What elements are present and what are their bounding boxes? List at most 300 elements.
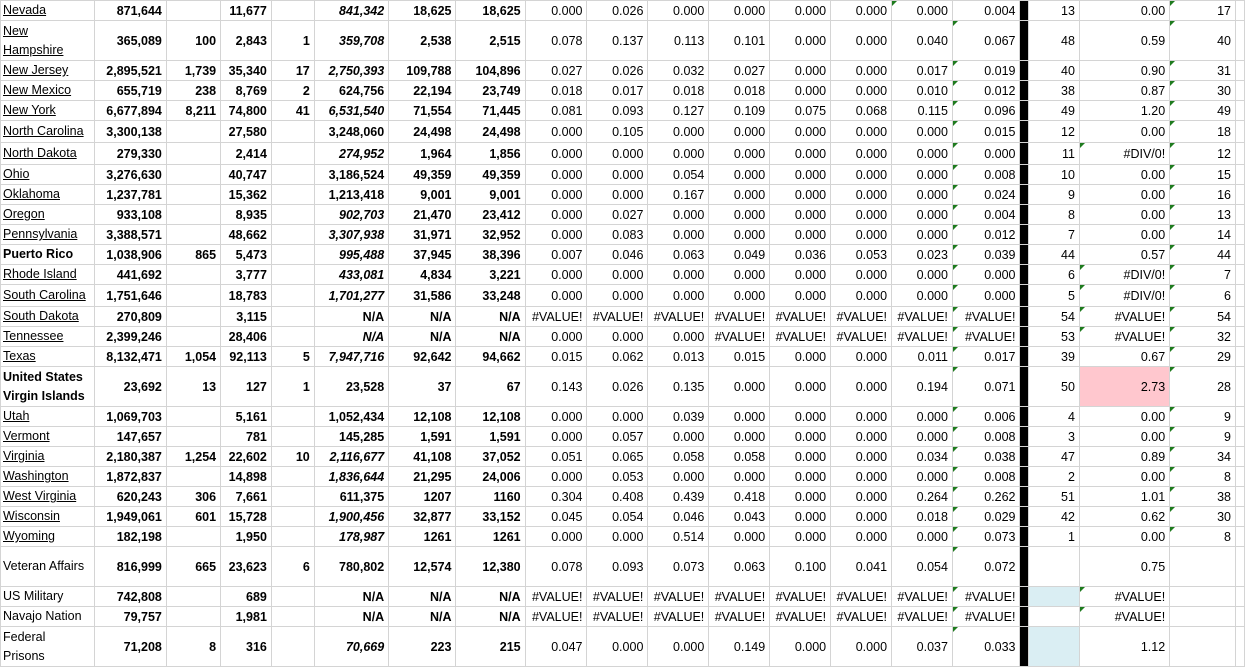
grid-cell[interactable]: 0.054 bbox=[648, 165, 709, 185]
grid-cell[interactable]: 0.115 bbox=[892, 101, 953, 121]
grid-cell[interactable]: 1.12 bbox=[1079, 627, 1169, 667]
grid-cell[interactable]: 0.000 bbox=[770, 61, 831, 81]
grid-cell[interactable]: 0.026 bbox=[587, 1, 648, 21]
grid-cell[interactable] bbox=[271, 121, 314, 143]
grid-cell[interactable]: 24,498 bbox=[456, 121, 525, 143]
grid-cell[interactable]: 0.000 bbox=[709, 1, 770, 21]
grid-cell[interactable]: 7,947,716 bbox=[314, 347, 388, 367]
grid-cell[interactable]: 12 bbox=[1029, 121, 1079, 143]
grid-cell[interactable]: 145,285 bbox=[314, 427, 388, 447]
grid-cell[interactable]: 0.408 bbox=[587, 487, 648, 507]
grid-cell[interactable]: 0.000 bbox=[952, 143, 1020, 165]
grid-cell[interactable]: 0.59 bbox=[1079, 21, 1169, 61]
grid-cell[interactable] bbox=[271, 407, 314, 427]
grid-cell[interactable]: 27,580 bbox=[221, 121, 272, 143]
grid-cell[interactable]: 14,898 bbox=[221, 467, 272, 487]
grid-cell[interactable]: 38,396 bbox=[456, 245, 525, 265]
grid-cell[interactable]: 0.026 bbox=[587, 61, 648, 81]
grid-cell[interactable]: 0.000 bbox=[892, 185, 953, 205]
grid-cell[interactable]: 1,950 bbox=[221, 527, 272, 547]
grid-cell[interactable]: 871,644 bbox=[95, 1, 167, 21]
grid-cell[interactable]: 2 bbox=[1029, 467, 1079, 487]
grid-cell[interactable]: 2,843 bbox=[221, 21, 272, 61]
grid-cell[interactable]: 33,248 bbox=[456, 285, 525, 307]
grid-cell[interactable]: 0.000 bbox=[587, 165, 648, 185]
grid-cell[interactable]: 48 bbox=[1029, 21, 1079, 61]
grid-cell[interactable]: #VALUE! bbox=[831, 587, 892, 607]
grid-cell[interactable]: 0.000 bbox=[952, 285, 1020, 307]
row-label-cell[interactable]: New York bbox=[1, 101, 95, 121]
grid-cell[interactable] bbox=[1236, 547, 1245, 587]
grid-cell[interactable]: 0.051 bbox=[525, 447, 587, 467]
grid-cell[interactable] bbox=[1029, 607, 1079, 627]
grid-cell[interactable]: 15,362 bbox=[221, 185, 272, 205]
grid-cell[interactable]: 0.000 bbox=[770, 427, 831, 447]
grid-cell[interactable]: 0.000 bbox=[525, 265, 587, 285]
grid-cell[interactable]: 0.000 bbox=[587, 143, 648, 165]
grid-cell[interactable]: 0.000 bbox=[831, 265, 892, 285]
grid-cell[interactable] bbox=[1236, 81, 1245, 101]
grid-cell[interactable]: 0.015 bbox=[525, 347, 587, 367]
grid-cell[interactable]: 0.000 bbox=[831, 81, 892, 101]
grid-cell[interactable]: 18,625 bbox=[456, 1, 525, 21]
grid-cell[interactable]: 2,515 bbox=[456, 21, 525, 61]
grid-cell[interactable]: #VALUE! bbox=[952, 307, 1020, 327]
grid-cell[interactable] bbox=[1236, 1, 1245, 21]
grid-cell[interactable] bbox=[1236, 307, 1245, 327]
grid-cell[interactable] bbox=[1236, 121, 1245, 143]
grid-cell[interactable] bbox=[1236, 101, 1245, 121]
grid-cell[interactable]: 9 bbox=[1170, 407, 1236, 427]
grid-cell[interactable]: 0.000 bbox=[648, 121, 709, 143]
grid-cell[interactable] bbox=[1236, 447, 1245, 467]
grid-cell[interactable]: 0.000 bbox=[648, 285, 709, 307]
grid-cell[interactable]: 0.439 bbox=[648, 487, 709, 507]
grid-cell[interactable]: 6 bbox=[271, 547, 314, 587]
grid-cell[interactable]: 79,757 bbox=[95, 607, 167, 627]
grid-cell[interactable] bbox=[1236, 205, 1245, 225]
grid-cell[interactable] bbox=[166, 1, 220, 21]
grid-cell[interactable]: 0.000 bbox=[831, 527, 892, 547]
grid-cell[interactable]: 1,701,277 bbox=[314, 285, 388, 307]
grid-cell[interactable]: 0.033 bbox=[952, 627, 1020, 667]
grid-cell[interactable] bbox=[271, 143, 314, 165]
grid-cell[interactable] bbox=[271, 607, 314, 627]
grid-cell[interactable]: 0.137 bbox=[587, 21, 648, 61]
grid-cell[interactable]: 1,213,418 bbox=[314, 185, 388, 205]
grid-cell[interactable]: 0.000 bbox=[831, 1, 892, 21]
grid-cell[interactable] bbox=[1236, 487, 1245, 507]
grid-cell[interactable] bbox=[166, 121, 220, 143]
grid-cell[interactable] bbox=[1236, 143, 1245, 165]
grid-cell[interactable]: 32,877 bbox=[389, 507, 456, 527]
grid-cell[interactable]: #VALUE! bbox=[892, 607, 953, 627]
grid-cell[interactable]: 0.109 bbox=[709, 101, 770, 121]
grid-cell[interactable]: 0.000 bbox=[831, 627, 892, 667]
grid-cell[interactable]: 38 bbox=[1029, 81, 1079, 101]
row-label-cell[interactable]: South Carolina bbox=[1, 285, 95, 307]
grid-cell[interactable]: 12,574 bbox=[389, 547, 456, 587]
grid-cell[interactable]: 841,342 bbox=[314, 1, 388, 21]
grid-cell[interactable]: 0.034 bbox=[892, 447, 953, 467]
grid-cell[interactable]: 0.000 bbox=[525, 427, 587, 447]
grid-cell[interactable]: 0.000 bbox=[709, 265, 770, 285]
row-label-cell[interactable]: Texas bbox=[1, 347, 95, 367]
grid-cell[interactable]: 4 bbox=[1029, 407, 1079, 427]
grid-cell[interactable]: 8 bbox=[1170, 467, 1236, 487]
grid-cell[interactable]: 0.000 bbox=[587, 627, 648, 667]
grid-cell[interactable]: 23,412 bbox=[456, 205, 525, 225]
grid-cell[interactable]: 2 bbox=[271, 81, 314, 101]
grid-cell[interactable]: 0.008 bbox=[952, 467, 1020, 487]
grid-cell[interactable]: 13 bbox=[166, 367, 220, 407]
grid-cell[interactable]: 0.262 bbox=[952, 487, 1020, 507]
grid-cell[interactable]: 0.018 bbox=[892, 507, 953, 527]
grid-cell[interactable]: 0.000 bbox=[770, 121, 831, 143]
grid-cell[interactable]: 0.000 bbox=[770, 407, 831, 427]
grid-cell[interactable]: 0.018 bbox=[525, 81, 587, 101]
grid-cell[interactable]: 0.000 bbox=[587, 265, 648, 285]
grid-cell[interactable] bbox=[166, 165, 220, 185]
grid-cell[interactable]: 37,052 bbox=[456, 447, 525, 467]
grid-cell[interactable]: 2,180,387 bbox=[95, 447, 167, 467]
row-label-cell[interactable]: New Hampshire bbox=[1, 21, 95, 61]
grid-cell[interactable]: 665 bbox=[166, 547, 220, 587]
grid-cell[interactable]: 0.00 bbox=[1079, 407, 1169, 427]
grid-cell[interactable]: 0.000 bbox=[770, 81, 831, 101]
grid-cell[interactable]: #VALUE! bbox=[587, 307, 648, 327]
grid-cell[interactable]: 6 bbox=[1029, 265, 1079, 285]
grid-cell[interactable]: 0.012 bbox=[952, 81, 1020, 101]
grid-cell[interactable]: 3,186,524 bbox=[314, 165, 388, 185]
grid-cell[interactable]: 12,108 bbox=[389, 407, 456, 427]
row-label-cell[interactable]: Virginia bbox=[1, 447, 95, 467]
grid-cell[interactable]: 0.113 bbox=[648, 21, 709, 61]
row-label-cell[interactable]: Veteran Affairs bbox=[1, 547, 95, 587]
grid-cell[interactable]: 23,623 bbox=[221, 547, 272, 587]
grid-cell[interactable]: 0.000 bbox=[952, 265, 1020, 285]
grid-cell[interactable]: 0.004 bbox=[952, 1, 1020, 21]
grid-cell[interactable]: 44 bbox=[1029, 245, 1079, 265]
grid-cell[interactable]: 1,872,837 bbox=[95, 467, 167, 487]
grid-cell[interactable]: 433,081 bbox=[314, 265, 388, 285]
grid-cell[interactable]: 0.000 bbox=[770, 21, 831, 61]
grid-cell[interactable]: 0.000 bbox=[892, 225, 953, 245]
grid-cell[interactable] bbox=[271, 285, 314, 307]
grid-cell[interactable]: 0.000 bbox=[587, 527, 648, 547]
grid-cell[interactable] bbox=[1236, 507, 1245, 527]
grid-cell[interactable]: 0.000 bbox=[892, 285, 953, 307]
grid-cell[interactable]: 0.073 bbox=[952, 527, 1020, 547]
grid-cell[interactable]: 0.135 bbox=[648, 367, 709, 407]
grid-cell[interactable]: 0.75 bbox=[1079, 547, 1169, 587]
grid-cell[interactable]: 32,952 bbox=[456, 225, 525, 245]
grid-cell[interactable]: 0.00 bbox=[1079, 527, 1169, 547]
row-label-cell[interactable]: Nevada bbox=[1, 1, 95, 21]
grid-cell[interactable]: 0.57 bbox=[1079, 245, 1169, 265]
grid-cell[interactable]: 0.000 bbox=[892, 407, 953, 427]
grid-cell[interactable]: 0.101 bbox=[709, 21, 770, 61]
grid-cell[interactable]: 30 bbox=[1170, 507, 1236, 527]
grid-cell[interactable]: 0.067 bbox=[952, 21, 1020, 61]
grid-cell[interactable]: 0.000 bbox=[709, 185, 770, 205]
grid-cell[interactable]: 16 bbox=[1170, 185, 1236, 205]
grid-cell[interactable]: 5 bbox=[1029, 285, 1079, 307]
grid-cell[interactable]: 28,406 bbox=[221, 327, 272, 347]
grid-cell[interactable]: 0.018 bbox=[648, 81, 709, 101]
grid-cell[interactable]: 0.000 bbox=[770, 507, 831, 527]
grid-cell[interactable]: 0.00 bbox=[1079, 165, 1169, 185]
grid-cell[interactable]: N/A bbox=[314, 327, 388, 347]
row-label-cell[interactable]: US Military bbox=[1, 587, 95, 607]
grid-cell[interactable]: #VALUE! bbox=[709, 587, 770, 607]
grid-cell[interactable]: 0.000 bbox=[587, 285, 648, 307]
grid-cell[interactable]: 13 bbox=[1029, 1, 1079, 21]
grid-cell[interactable]: 0.62 bbox=[1079, 507, 1169, 527]
grid-cell[interactable]: 0.000 bbox=[587, 185, 648, 205]
grid-cell[interactable]: 238 bbox=[166, 81, 220, 101]
grid-cell[interactable]: 0.000 bbox=[709, 427, 770, 447]
grid-cell[interactable]: #VALUE! bbox=[952, 607, 1020, 627]
grid-cell[interactable]: 0.073 bbox=[648, 547, 709, 587]
grid-cell[interactable]: 21,295 bbox=[389, 467, 456, 487]
grid-cell[interactable]: 0.017 bbox=[952, 347, 1020, 367]
grid-cell[interactable]: 24,498 bbox=[389, 121, 456, 143]
grid-cell[interactable] bbox=[271, 527, 314, 547]
grid-cell[interactable]: 0.072 bbox=[952, 547, 1020, 587]
grid-cell[interactable]: #VALUE! bbox=[1079, 607, 1169, 627]
grid-cell[interactable]: 624,756 bbox=[314, 81, 388, 101]
grid-cell[interactable]: 39 bbox=[1029, 347, 1079, 367]
grid-cell[interactable]: 7,661 bbox=[221, 487, 272, 507]
grid-cell[interactable]: 11,677 bbox=[221, 1, 272, 21]
grid-cell[interactable] bbox=[1029, 547, 1079, 587]
grid-cell[interactable]: 1,069,703 bbox=[95, 407, 167, 427]
grid-cell[interactable]: 995,488 bbox=[314, 245, 388, 265]
grid-cell[interactable]: 23,528 bbox=[314, 367, 388, 407]
grid-cell[interactable]: 1,739 bbox=[166, 61, 220, 81]
grid-cell[interactable]: 0.000 bbox=[770, 367, 831, 407]
grid-cell[interactable]: 0.075 bbox=[770, 101, 831, 121]
grid-cell[interactable]: 0.000 bbox=[648, 225, 709, 245]
grid-cell[interactable]: #DIV/0! bbox=[1079, 285, 1169, 307]
grid-cell[interactable]: 41,108 bbox=[389, 447, 456, 467]
grid-cell[interactable]: 0.015 bbox=[709, 347, 770, 367]
grid-cell[interactable]: 780,802 bbox=[314, 547, 388, 587]
row-label-cell[interactable]: New Jersey bbox=[1, 61, 95, 81]
grid-cell[interactable]: 0.023 bbox=[892, 245, 953, 265]
grid-cell[interactable]: 1 bbox=[1029, 527, 1079, 547]
row-label-cell[interactable]: South Dakota bbox=[1, 307, 95, 327]
row-label-cell[interactable]: Wyoming bbox=[1, 527, 95, 547]
row-label-cell[interactable]: West Virginia bbox=[1, 487, 95, 507]
grid-cell[interactable]: 0.000 bbox=[831, 487, 892, 507]
grid-cell[interactable]: 0.019 bbox=[952, 61, 1020, 81]
grid-cell[interactable]: 0.000 bbox=[709, 225, 770, 245]
grid-cell[interactable]: 10 bbox=[1029, 165, 1079, 185]
grid-cell[interactable]: 279,330 bbox=[95, 143, 167, 165]
grid-cell[interactable]: 2.73 bbox=[1079, 367, 1169, 407]
grid-cell[interactable]: 0.000 bbox=[831, 367, 892, 407]
grid-cell[interactable]: #VALUE! bbox=[831, 307, 892, 327]
grid-cell[interactable]: 0.017 bbox=[892, 61, 953, 81]
grid-cell[interactable]: 92,642 bbox=[389, 347, 456, 367]
grid-cell[interactable] bbox=[271, 1, 314, 21]
grid-cell[interactable]: 0.058 bbox=[648, 447, 709, 467]
grid-cell[interactable]: 40,747 bbox=[221, 165, 272, 185]
grid-cell[interactable]: 0.008 bbox=[952, 165, 1020, 185]
grid-cell[interactable] bbox=[271, 327, 314, 347]
grid-cell[interactable] bbox=[1236, 61, 1245, 81]
row-label-cell[interactable]: Tennessee bbox=[1, 327, 95, 347]
grid-cell[interactable]: 5 bbox=[271, 347, 314, 367]
grid-cell[interactable]: 0.039 bbox=[952, 245, 1020, 265]
grid-cell[interactable]: 1 bbox=[271, 367, 314, 407]
grid-cell[interactable]: 3,248,060 bbox=[314, 121, 388, 143]
grid-cell[interactable]: 0.046 bbox=[648, 507, 709, 527]
grid-cell[interactable]: 23,692 bbox=[95, 367, 167, 407]
grid-cell[interactable]: #VALUE! bbox=[1079, 587, 1169, 607]
grid-cell[interactable]: 0.000 bbox=[525, 467, 587, 487]
row-label-cell[interactable]: Puerto Rico bbox=[1, 245, 95, 265]
grid-cell[interactable]: 0.000 bbox=[770, 205, 831, 225]
grid-cell[interactable]: 0.053 bbox=[587, 467, 648, 487]
row-label-cell[interactable]: Oregon bbox=[1, 205, 95, 225]
grid-cell[interactable]: 0.105 bbox=[587, 121, 648, 143]
grid-cell[interactable]: 0.062 bbox=[587, 347, 648, 367]
grid-cell[interactable]: 0.010 bbox=[892, 81, 953, 101]
grid-cell[interactable]: 0.000 bbox=[831, 467, 892, 487]
grid-cell[interactable]: 3,388,571 bbox=[95, 225, 167, 245]
grid-cell[interactable] bbox=[1029, 587, 1079, 607]
grid-cell[interactable]: N/A bbox=[314, 587, 388, 607]
grid-cell[interactable]: 0.000 bbox=[831, 21, 892, 61]
grid-cell[interactable]: 12,108 bbox=[456, 407, 525, 427]
grid-cell[interactable]: 17 bbox=[1170, 1, 1236, 21]
grid-cell[interactable] bbox=[166, 407, 220, 427]
grid-cell[interactable]: 1,856 bbox=[456, 143, 525, 165]
grid-cell[interactable]: #VALUE! bbox=[952, 327, 1020, 347]
grid-cell[interactable]: 6,677,894 bbox=[95, 101, 167, 121]
grid-cell[interactable]: 2,399,246 bbox=[95, 327, 167, 347]
grid-cell[interactable]: 24,006 bbox=[456, 467, 525, 487]
grid-cell[interactable]: 0.000 bbox=[525, 225, 587, 245]
grid-cell[interactable]: 0.032 bbox=[648, 61, 709, 81]
grid-cell[interactable]: 0.000 bbox=[648, 327, 709, 347]
grid-cell[interactable]: 0.024 bbox=[952, 185, 1020, 205]
row-label-cell[interactable]: Vermont bbox=[1, 427, 95, 447]
grid-cell[interactable]: 0.000 bbox=[831, 143, 892, 165]
grid-cell[interactable]: 0.418 bbox=[709, 487, 770, 507]
grid-cell[interactable]: N/A bbox=[389, 307, 456, 327]
grid-cell[interactable]: 0.096 bbox=[952, 101, 1020, 121]
grid-cell[interactable]: 0.000 bbox=[525, 185, 587, 205]
grid-cell[interactable]: 0.000 bbox=[709, 143, 770, 165]
grid-cell[interactable]: 0.049 bbox=[709, 245, 770, 265]
grid-cell[interactable]: 47 bbox=[1029, 447, 1079, 467]
grid-cell[interactable]: 601 bbox=[166, 507, 220, 527]
row-label-cell[interactable]: Utah bbox=[1, 407, 95, 427]
grid-cell[interactable]: 1,964 bbox=[389, 143, 456, 165]
grid-cell[interactable]: 0.194 bbox=[892, 367, 953, 407]
grid-cell[interactable]: 6,531,540 bbox=[314, 101, 388, 121]
grid-cell[interactable]: #VALUE! bbox=[587, 587, 648, 607]
grid-cell[interactable]: 8,769 bbox=[221, 81, 272, 101]
grid-cell[interactable]: 0.127 bbox=[648, 101, 709, 121]
grid-cell[interactable]: #VALUE! bbox=[831, 607, 892, 627]
grid-cell[interactable] bbox=[271, 487, 314, 507]
grid-cell[interactable] bbox=[1236, 427, 1245, 447]
grid-cell[interactable]: 37,945 bbox=[389, 245, 456, 265]
grid-cell[interactable]: #VALUE! bbox=[892, 327, 953, 347]
row-label-cell[interactable]: Oklahoma bbox=[1, 185, 95, 205]
grid-cell[interactable] bbox=[1236, 185, 1245, 205]
row-label-cell[interactable]: Navajo Nation bbox=[1, 607, 95, 627]
grid-cell[interactable]: 902,703 bbox=[314, 205, 388, 225]
grid-cell[interactable]: #DIV/0! bbox=[1079, 265, 1169, 285]
grid-cell[interactable]: 127 bbox=[221, 367, 272, 407]
grid-cell[interactable]: 1,949,061 bbox=[95, 507, 167, 527]
grid-cell[interactable]: #VALUE! bbox=[770, 587, 831, 607]
grid-cell[interactable]: 49 bbox=[1170, 101, 1236, 121]
grid-cell[interactable]: 8 bbox=[1170, 527, 1236, 547]
grid-cell[interactable]: 0.017 bbox=[587, 81, 648, 101]
grid-cell[interactable]: 742,808 bbox=[95, 587, 167, 607]
grid-cell[interactable]: 0.000 bbox=[770, 347, 831, 367]
row-label-cell[interactable]: Washington bbox=[1, 467, 95, 487]
grid-cell[interactable]: 0.000 bbox=[831, 407, 892, 427]
grid-cell[interactable]: 0.026 bbox=[587, 367, 648, 407]
row-label-cell[interactable]: Pennsylvania bbox=[1, 225, 95, 245]
grid-cell[interactable]: 0.027 bbox=[709, 61, 770, 81]
grid-cell[interactable] bbox=[271, 507, 314, 527]
grid-cell[interactable]: #VALUE! bbox=[648, 307, 709, 327]
grid-cell[interactable]: 0.000 bbox=[525, 1, 587, 21]
grid-cell[interactable]: 0.000 bbox=[770, 627, 831, 667]
grid-cell[interactable] bbox=[271, 587, 314, 607]
grid-cell[interactable]: 34 bbox=[1170, 447, 1236, 467]
grid-cell[interactable]: 9,001 bbox=[456, 185, 525, 205]
grid-cell[interactable]: 0.000 bbox=[770, 1, 831, 21]
row-label-cell[interactable]: Rhode Island bbox=[1, 265, 95, 285]
grid-cell[interactable]: 0.000 bbox=[648, 627, 709, 667]
grid-cell[interactable]: 8 bbox=[166, 627, 220, 667]
grid-cell[interactable]: 223 bbox=[389, 627, 456, 667]
grid-cell[interactable]: 2,414 bbox=[221, 143, 272, 165]
grid-cell[interactable]: 0.000 bbox=[525, 143, 587, 165]
grid-cell[interactable] bbox=[166, 285, 220, 307]
grid-cell[interactable]: 3,115 bbox=[221, 307, 272, 327]
grid-cell[interactable]: 0.000 bbox=[648, 1, 709, 21]
grid-cell[interactable]: 359,708 bbox=[314, 21, 388, 61]
grid-cell[interactable] bbox=[271, 307, 314, 327]
grid-cell[interactable]: 0.000 bbox=[525, 205, 587, 225]
grid-cell[interactable]: 215 bbox=[456, 627, 525, 667]
grid-cell[interactable]: 0.000 bbox=[831, 185, 892, 205]
grid-cell[interactable]: 0.000 bbox=[892, 121, 953, 143]
grid-cell[interactable]: 51 bbox=[1029, 487, 1079, 507]
grid-cell[interactable] bbox=[1170, 547, 1236, 587]
grid-cell[interactable] bbox=[271, 225, 314, 245]
grid-cell[interactable]: 270,809 bbox=[95, 307, 167, 327]
grid-cell[interactable]: 0.078 bbox=[525, 547, 587, 587]
grid-cell[interactable] bbox=[1170, 627, 1236, 667]
grid-cell[interactable]: 0.000 bbox=[648, 265, 709, 285]
grid-cell[interactable]: 0.100 bbox=[770, 547, 831, 587]
grid-cell[interactable]: 0.000 bbox=[770, 265, 831, 285]
grid-cell[interactable] bbox=[271, 427, 314, 447]
grid-cell[interactable]: 0.000 bbox=[831, 165, 892, 185]
